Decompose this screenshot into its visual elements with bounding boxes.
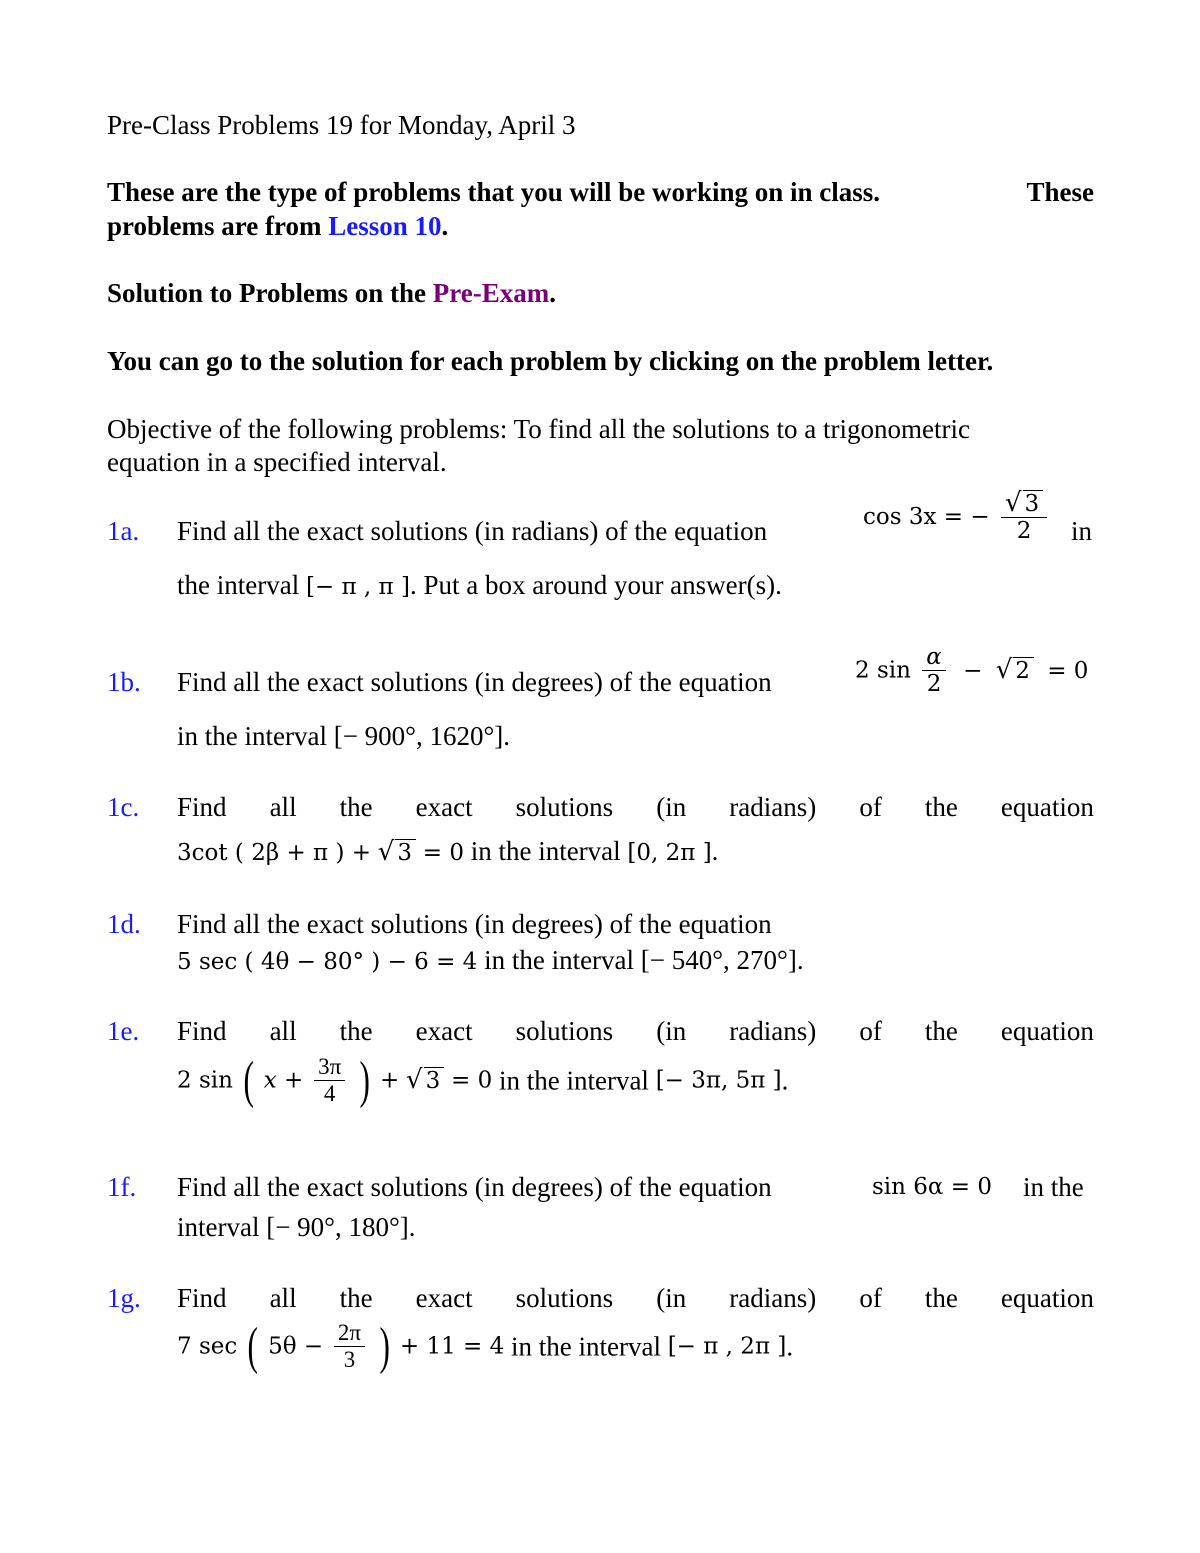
p1c-suffix: .	[711, 836, 719, 866]
problem-1a-in: in	[1071, 516, 1093, 546]
problem-1a-equation	[863, 490, 1051, 544]
p1d-prefix: in the interval	[484, 945, 635, 975]
eq-1c-end: = 0	[422, 840, 464, 866]
objective-line-2: equation in a specified interval.	[107, 447, 447, 477]
p1a-suffix: . Put a box around your answer(s).	[409, 570, 782, 600]
p1a-interval: [− π , π ]	[305, 574, 410, 600]
word: the	[339, 792, 373, 822]
word: equation	[1000, 1283, 1094, 1313]
word: exact	[415, 1283, 473, 1313]
problem-label-1d[interactable]: 1d.	[107, 909, 141, 939]
eq-1b-root: 2	[1013, 657, 1034, 684]
left-paren: (	[247, 1317, 258, 1375]
problem-label-1e[interactable]: 1e.	[107, 1016, 140, 1046]
intro-text-3: problems are from	[107, 211, 322, 241]
problem-1b-line-2	[177, 719, 510, 753]
word: solutions	[515, 1016, 614, 1046]
p1e-interval: [− 3π, 5π ]	[655, 1067, 782, 1094]
eq-1e-pre: 2 sin	[177, 1067, 233, 1094]
word: of	[859, 1016, 882, 1046]
eq-1b-fraction	[922, 644, 946, 697]
eq-1e-fraction	[314, 1054, 345, 1107]
word: all	[269, 1283, 297, 1313]
word: Find	[177, 1016, 227, 1046]
eq-1a-den: 2	[1016, 518, 1032, 544]
problem-1f-text: Find all the exact solutions (in degrees) of the equation	[177, 1172, 772, 1202]
eq-1a-fraction: $\frac{√ 3}{2}$	[1001, 490, 1047, 544]
problem-1e-words	[177, 1014, 1094, 1048]
word: Find	[177, 1283, 227, 1313]
p1e-prefix: in the interval	[498, 1065, 649, 1096]
clicking-instruction: You can go to the solution for each problem by clicking on the problem letter.	[107, 346, 994, 376]
eq-1g-pre: 7 sec	[177, 1333, 238, 1360]
p1c-prefix: in the interval	[470, 836, 621, 866]
problem-1c-line-2: 3cot ( 2β + π ) + √ 3 = 0 in the interval [0, 2π ].	[177, 836, 719, 867]
problem-1a-text: Find all the exact solutions (in radians) of the equation	[177, 516, 768, 546]
p1e-suffix: .	[781, 1065, 789, 1096]
eq-1b-num: α	[922, 644, 946, 671]
intro-text-1: These are the type of problems that you will be working on in class.	[107, 177, 881, 207]
problem-1b-text: Find all the exact solutions (in degrees) of the equation	[177, 667, 772, 697]
word: the	[924, 1283, 958, 1313]
eq-1g-num: 2π	[334, 1320, 365, 1347]
eq-1e-end: = 0	[451, 1067, 493, 1094]
problem-1a-line-2	[177, 568, 782, 604]
page-title: Pre-Class Problems 19 for Monday, April 3	[107, 110, 576, 140]
eq-1g-den: 3	[343, 1347, 356, 1372]
problem-1g-words	[177, 1281, 1094, 1315]
pre-exam-link[interactable]: Pre-Exam	[432, 278, 550, 308]
left-paren: (	[243, 1051, 254, 1109]
eq-1c-pre: 3cot ( 2β + π ) +	[177, 840, 372, 866]
eq-1b-minus: −	[963, 657, 983, 684]
word: equation	[1000, 1016, 1094, 1046]
p1a-prefix: the interval	[177, 570, 300, 600]
eq-1e-inner: x +	[263, 1067, 304, 1094]
problem-label-1c[interactable]: 1c.	[107, 792, 140, 822]
p1c-interval: [0, 2π ]	[627, 840, 712, 866]
intro-period: .	[441, 211, 449, 241]
word: the	[339, 1016, 373, 1046]
right-paren: )	[379, 1317, 390, 1375]
word: of	[859, 1283, 882, 1313]
problem-1d-text: Find all the exact solutions (in degrees) of the equation	[177, 909, 772, 939]
solution-period: .	[549, 278, 556, 308]
p1b-prefix: in the interval	[177, 721, 327, 751]
objective-line-1: Objective of the following problems: To find all the solutions to a trigonometric	[107, 414, 970, 444]
word: radians)	[729, 1283, 817, 1313]
intro-line-1	[107, 175, 1094, 209]
word: Find	[177, 792, 227, 822]
eq-1e-plus: +	[380, 1067, 400, 1094]
p1f-prefix: interval	[177, 1212, 260, 1242]
problem-1c-words	[177, 790, 1094, 824]
word: solutions	[515, 1283, 614, 1313]
lesson-link[interactable]: Lesson 10	[328, 211, 442, 241]
word: (in	[656, 792, 687, 822]
eq-1g-fraction	[334, 1320, 365, 1373]
right-paren: )	[359, 1051, 370, 1109]
problem-label-1f[interactable]: 1f.	[107, 1172, 137, 1202]
word: all	[269, 1016, 297, 1046]
problem-1d-line-2	[177, 943, 804, 979]
word: solutions	[515, 792, 614, 822]
eq-1b-pre: 2 sin	[855, 657, 911, 684]
problem-1g-line-2	[177, 1317, 794, 1375]
p1g-prefix: in the interval	[511, 1331, 661, 1362]
intro-text-2: These	[1026, 177, 1094, 207]
eq-1g-inner: 5θ −	[268, 1333, 324, 1360]
p1f-interval: [− 90°, 180°]	[266, 1212, 409, 1242]
p1b-suffix: .	[503, 721, 511, 751]
word: the	[924, 792, 958, 822]
word: (in	[656, 1016, 687, 1046]
eq-1e-root: 3	[424, 1067, 445, 1094]
word: radians)	[729, 1016, 817, 1046]
problem-label-1g[interactable]: 1g.	[107, 1283, 141, 1313]
p1d-interval: [− 540°, 270°]	[640, 945, 797, 975]
eq-1a-lhs: cos 3x = −	[863, 504, 990, 530]
word: (in	[656, 1283, 687, 1313]
p1g-suffix: .	[786, 1331, 794, 1362]
p1b-interval: [− 900°, 1620°]	[333, 721, 504, 751]
problem-1f-equation: sin 6α = 0	[872, 1174, 992, 1200]
problem-label-1a[interactable]: 1a.	[107, 516, 140, 546]
eq-1b-den: 2	[926, 671, 942, 697]
solution-line	[107, 276, 556, 310]
p1d-suffix: .	[796, 945, 804, 975]
eq-1b-end: = 0	[1047, 657, 1089, 684]
word: exact	[415, 1016, 473, 1046]
word: equation	[1000, 792, 1094, 822]
intro-line-2	[107, 209, 448, 243]
problem-1e-line-2: 2 sin ( x + $\frac{3\pi}{4}$ ) + √ 3 = 0 in the interval [− 3π, 5π ].	[177, 1051, 789, 1109]
eq-1g-post: + 11 = 4	[399, 1333, 505, 1360]
eq-1e-num: 3π	[314, 1054, 345, 1081]
problem-label-1b[interactable]: 1b.	[107, 667, 141, 697]
eq-1d: 5 sec ( 4θ − 80° ) − 6 = 4	[177, 949, 478, 975]
p1f-suffix: .	[408, 1212, 416, 1242]
eq-1a-num: 3	[1023, 490, 1044, 517]
word: the	[924, 1016, 958, 1046]
word: exact	[415, 792, 473, 822]
eq-1e-den: 4	[323, 1081, 336, 1106]
word: radians)	[729, 792, 817, 822]
word: the	[339, 1283, 373, 1313]
problem-1f-in-the: in the	[1023, 1172, 1084, 1202]
problem-1b-equation: 2 sin $\frac{\alpha}{2}$ − √ 2 = 0	[855, 644, 1089, 697]
solution-text: Solution to Problems on the	[107, 278, 427, 308]
problem-1f-line-2	[177, 1210, 416, 1244]
eq-1c-root: 3	[395, 839, 416, 866]
word: of	[859, 792, 882, 822]
p1g-interval: [− π , 2π ]	[667, 1333, 787, 1360]
word: all	[269, 792, 297, 822]
